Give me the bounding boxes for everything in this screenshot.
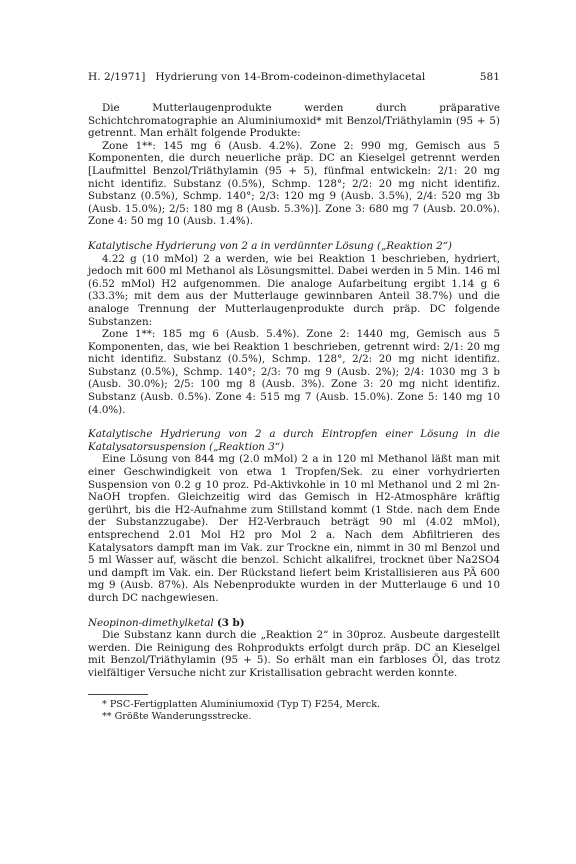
- paragraph-zones-reaction-2: Zone 1**: 185 mg 6 (Ausb. 5.4%). Zone 2: 1440 mg, Gemisch aus 5 Komponenten, das, wie bei Reaktion 1 beschrieben, getrennt wird: 2/1: 20 mg nicht identifiz. Substanz (0.5%), Schmp. 128°, 2/2: 20 mg nicht identifiz. Substanz (0.5%), Schmp. 140°; 2/3: 70 mg 9 (Ausb. 2%); 2/4: 1030 mg 3 b (Ausb. 30.0%); 2/5: 100 mg 8 (Ausb. 3%). Zone 3: 20 mg nicht identifiz. Substanz (Ausb. 0.5%). Zone 4: 515 mg 7 (Ausb. 15.0%). Zone 5: 140 mg 10 (4.0%).: [88, 328, 500, 416]
- paragraph-neopinon: Die Substanz kann durch die „Reaktion 2“ in 30proz. Ausbeute dargestellt werden. Die Reinigung des Rohprodukts erfolgt durch präp. DC an Kieselgel mit Benzol/Triäthylamin (95 + 5). So erhält man ein farbloses Öl, das trotz vielfältiger Versuche nicht zur Kristallisation gebracht werden konnte.: [88, 629, 500, 679]
- paragraph-mother-liquor: Die Mutterlaugenprodukte werden durch präparative Schichtchromatographie an Aluminiumoxid* mit Benzol/Triäthylamin (95 + 5) getrennt. Man erhält folgende Produkte:: [88, 102, 500, 140]
- footnote-2: ** Größte Wanderungsstrecke.: [102, 710, 252, 722]
- section-heading-reaction-3: Katalytische Hydrierung von 2 a durch Eintropfen einer Lösung in die Katalysatorsuspension („Reaktion 3“): [88, 428, 500, 453]
- section-heading-neopinon: [88, 617, 500, 630]
- page: [88, 70, 500, 723]
- page-number: 581: [479, 71, 500, 83]
- compound-ref: (3 b): [216, 616, 245, 629]
- paragraph-zones-reaction-1: Zone 1**: 145 mg 6 (Ausb. 4.2%). Zone 2: 990 mg, Gemisch aus 5 Komponenten, die durch neuerliche präp. DC an Kieselgel getrennt werden [Laufmittel Benzol/Triäthylamin (95 + 5), fünfmal entwickeln: 2/1: 20 mg nicht identifiz. Substanz (0.5%), Schmp. 128°; 2/2: 20 mg nicht identifiz. Substanz (0.5%), Schmp. 140°; 2/3: 120 mg 9 (Ausb. 3.5%), 2/4: 520 mg 3b (Ausb. 15.0%); 2/5: 180 mg 8 (Ausb. 5.3%)]. Zone 3: 680 mg 7 (Ausb. 20.0%). Zone 4: 50 mg 10 (Ausb. 1.4%).: [88, 139, 500, 228]
- paragraph-reaction-3: Eine Lösung von 844 mg (2.0 mMol) 2 a in 120 ml Methanol läßt man mit einer Geschwindigkeit von etwa 1 Tropfen/Sek. zu einer vorhydrierten Suspension von 0.2 g 10 proz. Pd-Aktivkohle in 10 ml Methanol und 2 ml 2n-NaOH tropfen. Gleichzeitig wird das Gemisch in H2-Atmosphäre kräftig gerührt, bis die H2-Aufnahme zum Stillstand kommt (1 Stde. nach dem Ende der Substanzzugabe). Der H2-Verbrauch beträgt 90 ml (4.02 mMol), entsprechend 2.01 Mol H2 pro Mol 2 a. Nach dem Abfiltrieren des Katalysators dampft man im Vak. zur Trockne ein, nimmt in 30 ml Benzol und 5 ml Wasser auf, wäscht die benzol. Schicht alkalifrei, trocknet über Na2SO4 und dampft im Vak. ein. Der Rückstand liefert beim Kristallisieren aus PÄ 600 mg 9 (Ausb. 87%). Als Nebenprodukte wurden in der Mutterlauge 6 und 10 durch DC nachgewiesen.: [88, 453, 500, 604]
- compound-name: Neopinon-dimethylketal: [88, 616, 214, 629]
- running-title: Hydrierung von 14-Brom-codeinon-dimethylacetal: [155, 71, 426, 83]
- paragraph-reaction-2: 4.22 g (10 mMol) 2 a werden, wie bei Reaktion 1 beschrieben, hydriert, jedoch mit 600 ml Methanol als Lösungsmittel. Dabei werden in 5 Min. 146 ml (6.52 mMol) H2 aufgenommen. Die analoge Aufarbeitung ergibt 1.14 g 6 (33.3%; mit dem aus der Mutterlauge gewinnbaren Anteil 38.7%) und die analoge Trennung der Mutterlaugenprodukte durch präp. DC folgende Substanzen:: [88, 252, 500, 328]
- footnote-divider: [88, 694, 148, 695]
- footnotes: [88, 694, 500, 723]
- footnote-1: * PSC-Fertigplatten Aluminiumoxid (Typ T) F254, Merck.: [102, 698, 381, 710]
- journal-citation: H. 2/1971]: [88, 71, 146, 83]
- running-header: [88, 70, 500, 84]
- section-heading-reaction-2: Katalytische Hydrierung von 2 a in verdünnter Lösung („Reaktion 2“): [88, 239, 452, 252]
